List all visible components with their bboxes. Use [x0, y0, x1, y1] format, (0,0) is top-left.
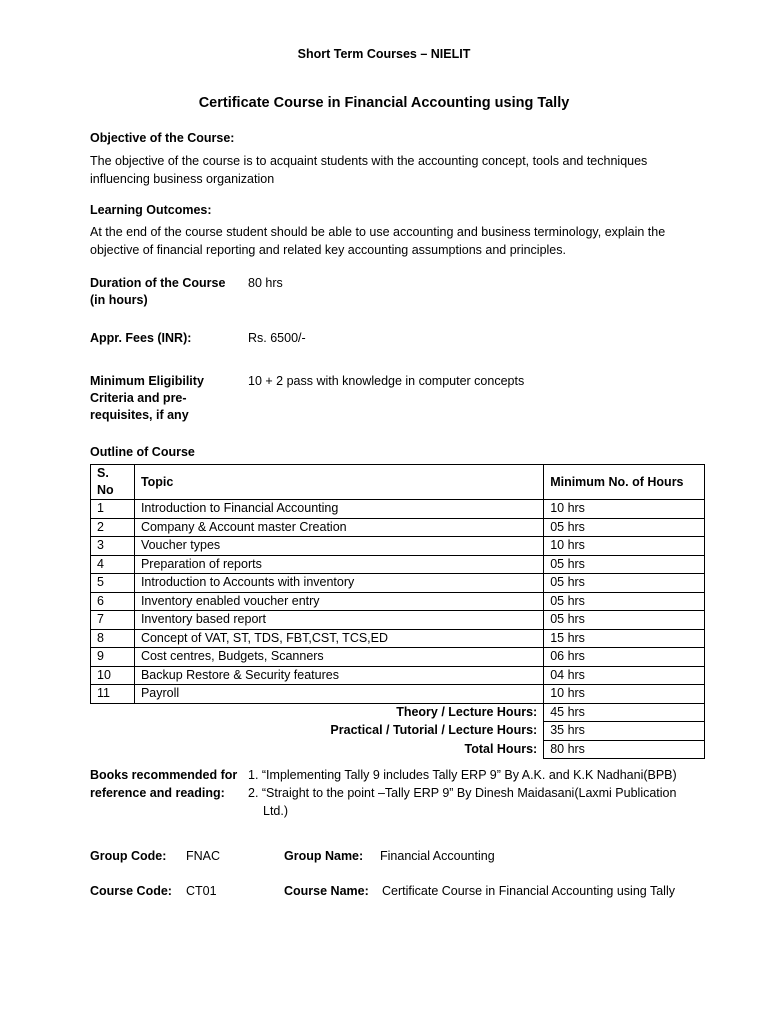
cell-sno: 5 — [91, 574, 135, 593]
cell-topic: Company & Account master Creation — [134, 518, 543, 537]
duration-value: 80 hrs — [248, 276, 283, 290]
books-list — [248, 766, 698, 820]
cell-sno: 2 — [91, 518, 135, 537]
cell-sno: 4 — [91, 555, 135, 574]
table-row — [91, 574, 705, 593]
group-code-label: Group Code: — [90, 849, 167, 863]
eligibility-label: Minimum Eligibility Criteria and pre-requisites, if any — [90, 374, 204, 422]
course-code-value: CT01 — [186, 884, 217, 898]
table-row — [91, 666, 705, 685]
duration-label: Duration of the Course (in hours) — [90, 276, 226, 307]
cell-topic: Voucher types — [134, 537, 543, 556]
table-row — [91, 685, 705, 704]
cell-topic: Concept of VAT, ST, TDS, FBT,CST, TCS,ED — [134, 629, 543, 648]
course-code-label: Course Code: — [90, 884, 172, 898]
book-item: 1. “Implementing Tally 9 includes Tally ERP 9” By A.K. and K.K Nadhani(BPB) — [248, 768, 677, 782]
summary-value: 45 hrs — [544, 703, 705, 722]
cell-topic: Inventory based report — [134, 611, 543, 630]
cell-hours: 06 hrs — [544, 648, 705, 667]
table-row — [91, 611, 705, 630]
table-row — [91, 648, 705, 667]
cell-hours: 10 hrs — [544, 500, 705, 519]
cell-sno: 9 — [91, 648, 135, 667]
summary-label: Theory / Lecture Hours: — [396, 705, 538, 719]
cell-topic: Inventory enabled voucher entry — [134, 592, 543, 611]
group-code-value: FNAC — [186, 849, 221, 863]
outcomes-text: At the end of the course student should be able to use accounting and business terminology, explain the objective of financial reporting and related key accounting assumptions and principles. — [90, 225, 666, 257]
cell-sno: 11 — [91, 685, 135, 704]
cell-hours: 15 hrs — [544, 629, 705, 648]
cell-topic: Introduction to Financial Accounting — [134, 500, 543, 519]
summary-label: Total Hours: — [464, 741, 538, 756]
table-row — [91, 518, 705, 537]
summary-value: 35 hrs — [544, 722, 705, 741]
eligibility-value: 10 + 2 pass with knowledge in computer concepts — [248, 374, 525, 388]
cell-topic: Payroll — [134, 685, 543, 704]
page-title: Certificate Course in Financial Accounting using Tally — [198, 95, 570, 111]
books-label: Books recommended for reference and reading: — [90, 768, 238, 800]
cell-hours: 05 hrs — [544, 555, 705, 574]
column-header-hours: Minimum No. of Hours — [544, 465, 705, 500]
cell-sno: 8 — [91, 629, 135, 648]
cell-sno: 3 — [91, 537, 135, 556]
book-item: 2. “Straight to the point –Tally ERP 9” By Dinesh Maidasani(Laxmi Publication Ltd.) — [248, 786, 677, 818]
table-header-row — [91, 465, 705, 500]
objective-heading: Objective of the Course: — [90, 131, 235, 145]
cell-topic: Introduction to Accounts with inventory — [134, 574, 543, 593]
cell-sno: 7 — [91, 611, 135, 630]
cell-hours: 10 hrs — [544, 537, 705, 556]
cell-sno: 10 — [91, 666, 135, 685]
cell-sno: 1 — [91, 500, 135, 519]
cell-hours: 05 hrs — [544, 592, 705, 611]
course-outline-table — [90, 464, 705, 759]
outcomes-heading: Learning Outcomes: — [90, 203, 212, 217]
summary-row — [91, 722, 705, 741]
course-name-label: Course Name: — [284, 884, 369, 898]
group-name-value: Financial Accounting — [380, 849, 495, 863]
summary-value: 80 hrs — [544, 740, 705, 759]
column-header-sno: S. No — [91, 465, 135, 500]
cell-hours: 04 hrs — [544, 666, 705, 685]
cell-hours: 05 hrs — [544, 518, 705, 537]
cell-hours: 05 hrs — [544, 611, 705, 630]
table-row — [91, 500, 705, 519]
fees-label: Appr. Fees (INR): — [90, 331, 192, 345]
outline-heading: Outline of Course — [90, 445, 195, 459]
page-header: Short Term Courses – NIELIT — [297, 47, 471, 61]
group-name-label: Group Name: — [284, 849, 364, 863]
cell-topic: Preparation of reports — [134, 555, 543, 574]
summary-row — [91, 703, 705, 722]
table-row — [91, 537, 705, 556]
table-row — [91, 555, 705, 574]
table-row — [91, 592, 705, 611]
table-row — [91, 629, 705, 648]
summary-label: Practical / Tutorial / Lecture Hours: — [330, 723, 538, 738]
cell-sno: 6 — [91, 592, 135, 611]
fees-value: Rs. 6500/- — [248, 331, 306, 345]
cell-topic: Cost centres, Budgets, Scanners — [134, 648, 543, 667]
cell-hours: 05 hrs — [544, 574, 705, 593]
objective-text: The objective of the course is to acquaint students with the accounting concept, tools and techniques influencing business organization — [90, 154, 648, 186]
cell-hours: 10 hrs — [544, 685, 705, 704]
column-header-topic: Topic — [134, 465, 543, 500]
course-name-value: Certificate Course in Financial Accounting using Tally — [382, 884, 675, 898]
cell-topic: Backup Restore & Security features — [134, 666, 543, 685]
summary-row — [91, 740, 705, 759]
